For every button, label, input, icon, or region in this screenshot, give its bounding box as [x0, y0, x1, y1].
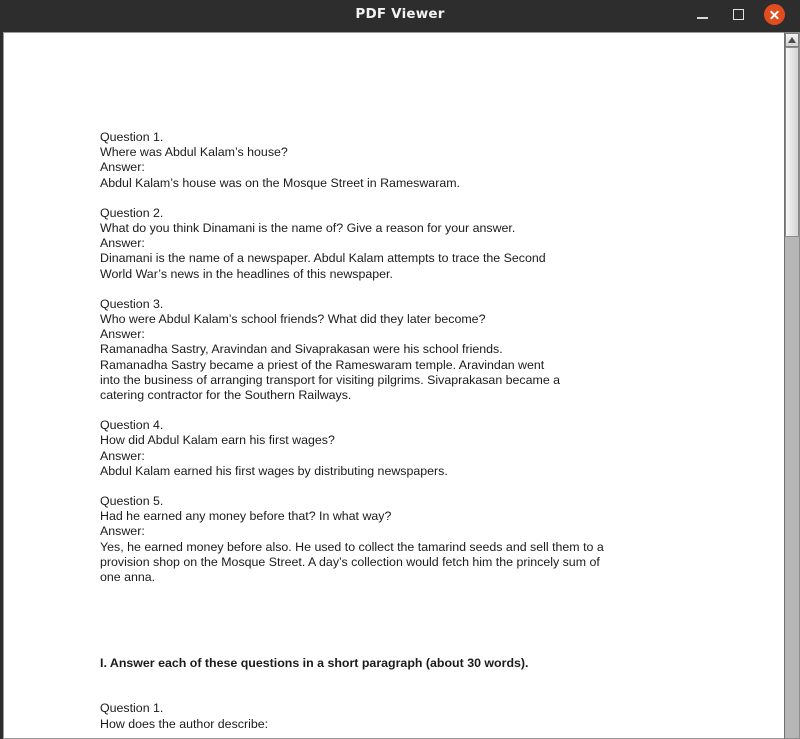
text-line: catering contractor for the Southern Railways.: [100, 388, 352, 403]
text-line: into the business of arranging transport for visiting pilgrims. Sivaprakasan became a: [100, 372, 561, 387]
window-controls: [684, 0, 792, 29]
triangle-up-icon: [788, 37, 796, 43]
maximize-icon: [733, 9, 744, 20]
text-line: Yes, he earned money before also. He used to collect the tamarind seeds and sell them to a: [100, 539, 604, 554]
text-line: Question 3.: [100, 296, 164, 311]
minimize-icon: [697, 17, 708, 19]
text-line: one anna.: [100, 570, 156, 585]
text-line: How did Abdul Kalam earn his first wages?: [100, 433, 335, 448]
text-line: Ramanadha Sastry became a priest of the Rameswaram temple. Aravindan went: [100, 357, 545, 372]
scrollbar-track[interactable]: [785, 47, 799, 738]
pdf-page-viewport[interactable]: [3, 32, 784, 739]
text-line: Who were Abdul Kalam’s school friends? What did they later become?: [100, 312, 486, 327]
text-line: Had he earned any money before that? In what way?: [100, 509, 392, 524]
scrollbar-thumb[interactable]: [785, 47, 799, 237]
text-line: Where was Abdul Kalam’s house?: [100, 145, 288, 160]
text-line: Dinamani is the name of a newspaper. Abdul Kalam attempts to trace the Second: [100, 251, 546, 266]
text-line: How does the author describe:: [100, 716, 269, 731]
qa-block-question-3: [100, 297, 712, 403]
text-line: Answer:: [100, 160, 145, 175]
pdf-page: [4, 33, 784, 732]
qa-block-question-5: [100, 494, 712, 585]
close-icon: [764, 4, 785, 25]
text-line: Question 5.: [100, 494, 164, 509]
text-line: Ramanadha Sastry, Aravindan and Sivaprakasan were his school friends.: [100, 342, 503, 357]
text-line: Answer:: [100, 524, 145, 539]
vertical-scrollbar[interactable]: [784, 32, 800, 739]
text-line: Question 4.: [100, 418, 164, 433]
viewer-content-area: [0, 29, 800, 739]
maximize-button[interactable]: [720, 0, 756, 29]
section-heading: I. Answer each of these questions in a short paragraph (about 30 words).: [100, 656, 529, 671]
document-text: [100, 130, 712, 732]
close-button[interactable]: [756, 0, 792, 29]
minimize-button[interactable]: [684, 0, 720, 29]
text-line: Abdul Kalam’s house was on the Mosque Street in Rameswaram.: [100, 175, 460, 190]
text-line: provision shop on the Mosque Street. A day’s collection would fetch him the princely sum of: [100, 554, 600, 569]
qa-block-question-4: [100, 418, 712, 479]
text-line: Question 1.: [100, 701, 164, 716]
qa-block-question-1: [100, 130, 712, 191]
section-spacer: [100, 600, 712, 656]
text-line: Question 2.: [100, 205, 164, 220]
window-titlebar[interactable]: [0, 0, 800, 29]
text-line: Answer:: [100, 236, 145, 251]
text-line: Abdul Kalam earned his first wages by distributing newspapers.: [100, 463, 448, 478]
qa-block-question-2: [100, 206, 712, 282]
scroll-up-button[interactable]: [785, 33, 799, 47]
text-line: Answer:: [100, 327, 145, 342]
text-line: Question 1.: [100, 130, 164, 144]
qa-block-trailing-question-1: [100, 701, 712, 731]
window-title: PDF Viewer: [355, 6, 445, 22]
text-line: Answer:: [100, 448, 145, 463]
text-line: What do you think Dinamani is the name of? Give a reason for your answer.: [100, 221, 516, 236]
text-line: World War’s news in the headlines of this newspaper.: [100, 266, 393, 281]
